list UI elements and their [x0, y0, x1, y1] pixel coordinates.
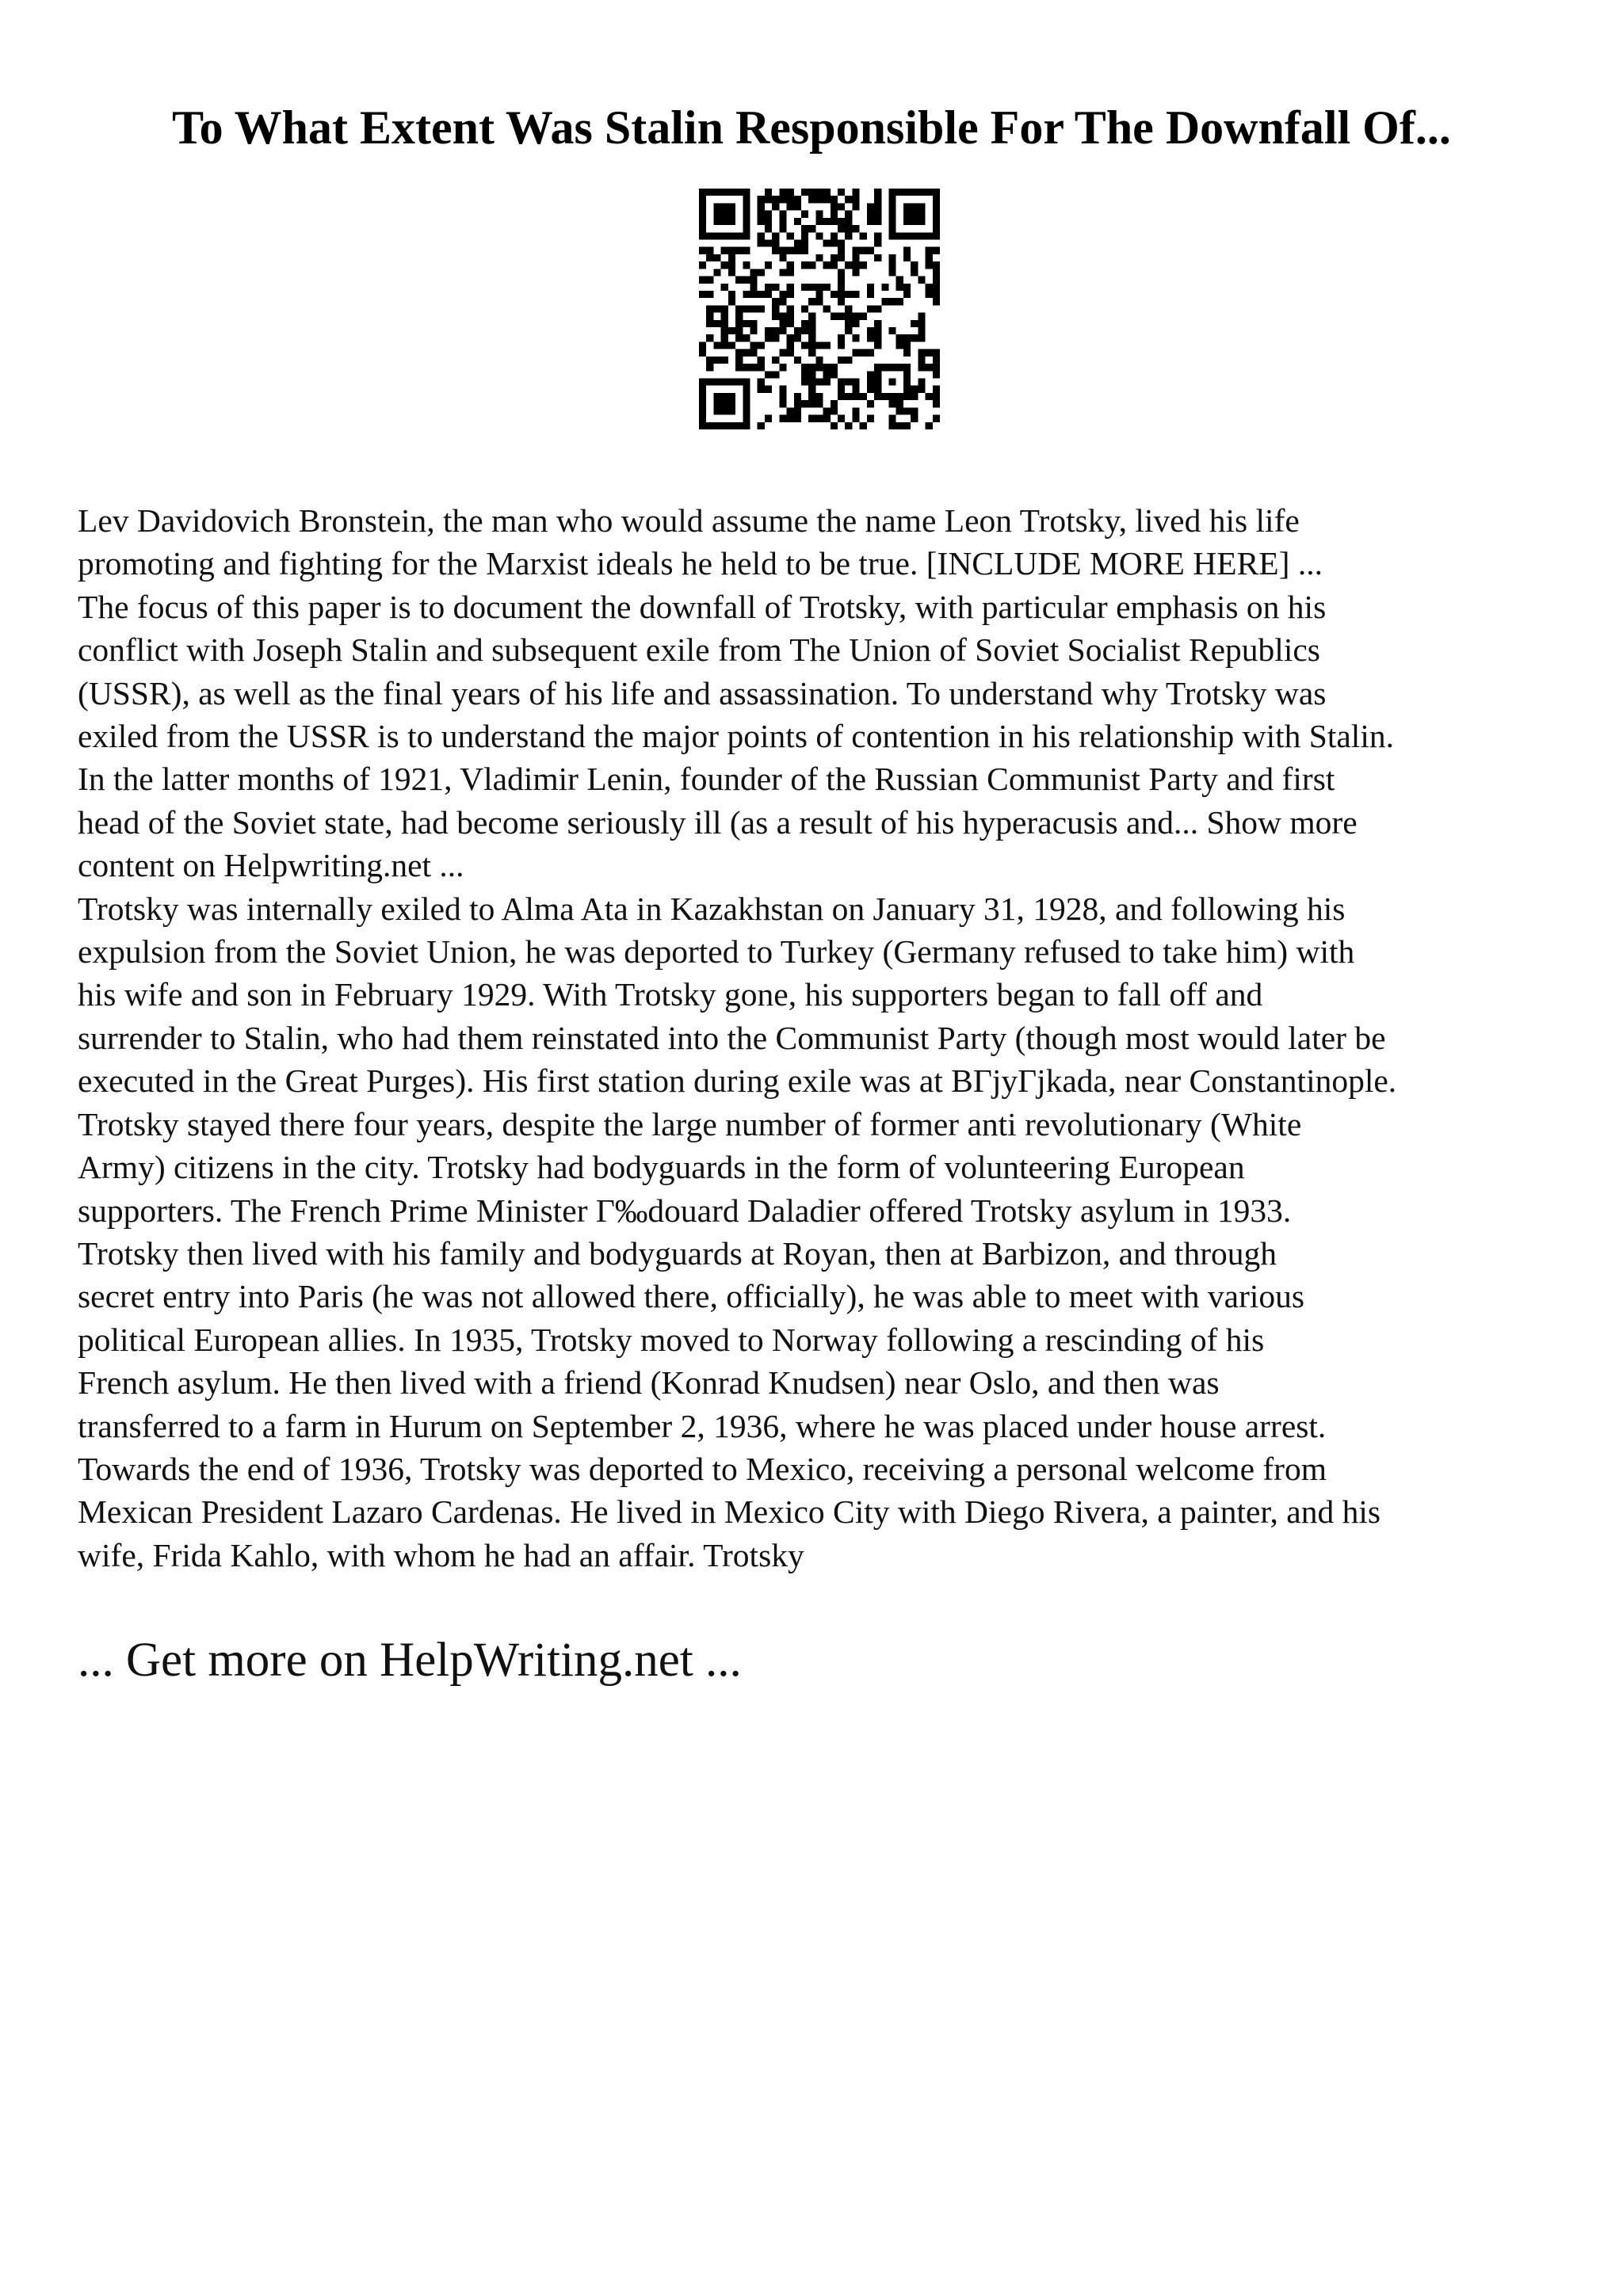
article-body	[78, 499, 1599, 1577]
page-title: To What Extent Was Stalin Responsible For The Downfall Of...	[172, 101, 1451, 154]
paragraph: Lev Davidovich Bronstein, the man who would assume the name Leon Trotsky, lived his life promoting and fighting for the Marxist ideals he held to be true. [INCLUDE MORE HERE] ... The focus of this paper is to document the downfall of Trotsky, with particular emphasis on his conflict with Joseph Stalin and subsequent exile from The Union of Soviet Socialist Republics (USSR), as well as the final years of his life and assassination. To understand why Trotsky was exiled from the USSR is to understand the major points of contention in his relationship with Stalin. In the latter months of 1921, Vladimir Lenin, founder of the Russian Communist Party and first head of the Soviet state, had become seriously ill (as a result of his hyperacusis and... Show more content on Helpwriting.net ...	[78, 502, 1394, 884]
paragraph: Trotsky was internally exiled to Alma Ata in Kazakhstan on January 31, 1928, and following his expulsion from the Soviet Union, he was deported to Turkey (Germany refused to take him) with his wife and son in February 1929. With Trotsky gone, his supporters began to fall off and surrender to Stalin, who had them reinstated into the Communist Party (though most would later be executed in the Great Purges). His first station during exile was at BΓjyΓjkada, near Constantinople. Trotsky stayed there four years, despite the large number of former anti revolutionary (White Army) citizens in the city. Trotsky had bodyguards in the form of volunteering European supporters. The French Prime Minister Γ‰douard Daladier offered Trotsky asylum in 1933. Trotsky then lived with his family and bodyguards at Royan, then at Barbizon, and through secret entry into Paris (he was not allowed there, officially), he was able to meet with various political European allies. In 1935, Trotsky moved to Norway following a rescinding of his French asylum. He then lived with a friend (Konrad Knudsen) near Oslo, and then was transferred to a farm in Hurum on September 2, 1936, where he was placed under house arrest. Towards the end of 1936, Trotsky was deported to Mexico, receiving a personal welcome from Mexican President Lazaro Cardenas. He lived in Mexico City with Diego Rivera, a painter, and his wife, Frida Kahlo, with whom he had an affair. Trotsky	[78, 890, 1397, 1573]
get-more-link[interactable]: ... Get more on HelpWriting.net ...	[78, 1634, 742, 1687]
qr-code-icon	[699, 189, 940, 429]
qr-code-graphic	[699, 189, 940, 429]
